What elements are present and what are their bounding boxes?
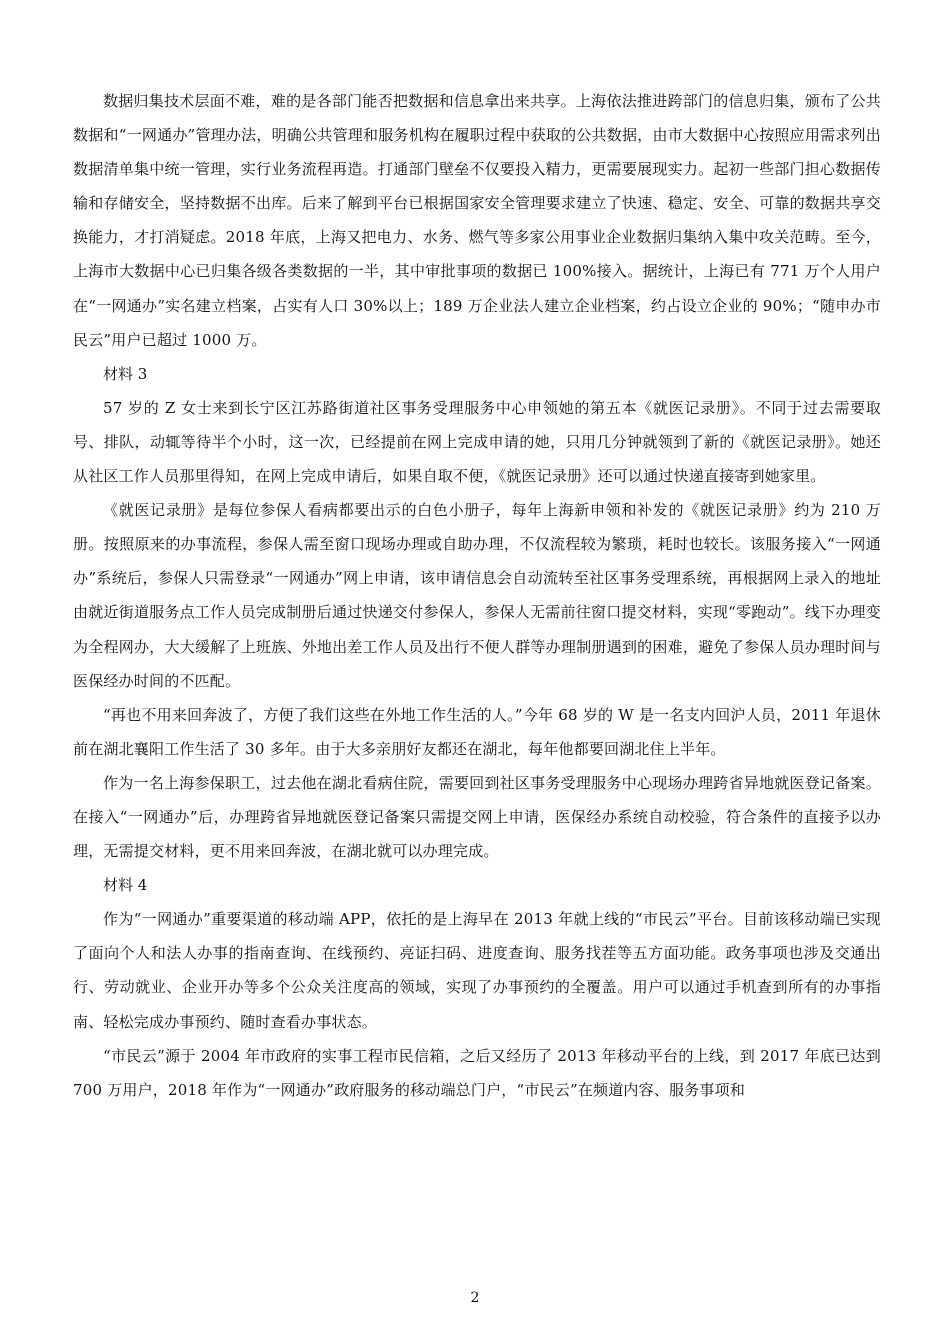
paragraph-mr-w: “再也不用来回奔波了，方便了我们这些在外地工作生活的人。”今年 68 岁的 W 是一名支内回沪人员，2011 年退休前在湖北襄阳工作生活了 30 多年。由于大多亲朋好友都还在湖北，每年他都要回湖北住上半年。 xyxy=(73,705,881,758)
document-body xyxy=(73,84,881,1107)
heading-material-3: 材料 3 xyxy=(103,364,148,383)
page-number: 2 xyxy=(470,1290,480,1306)
paragraph-mobile-app: 作为“一网通办”重要渠道的移动端 APP，依托的是上海早在 2013 年就上线的“市民云”平台。目前该移动端已实现了面向个人和法人办事的指南查询、在线预约、亮证扫码、进度查询、服务找茬等五方面功能。政务事项也涉及交通出行、劳动就业、企业开办等多个公众关注度高的领域，实现了办事预约的全覆盖。用户可以通过手机查到所有的办事指南、轻松完成办事预约、随时查看办事状态。 xyxy=(73,910,881,1031)
paragraph-medical-record-book: 《就医记录册》是每位参保人看病都要出示的白色小册子，每年上海新申领和补发的《就医记录册》约为 210 万册。按照原来的办事流程，参保人需至窗口现场办理或自助办理，不仅流程较为繁琐，耗时也较长。该服务接入“一网通办”系统后，参保人只需登录“一网通办”网上申请，该申请信息会自动流转至社区事务受理系统，再根据网上录入的地址由就近街道服务点工作人员完成制册后通过快递交付参保人，参保人无需前往窗口提交材料，实现“零跑动”。线下办理变为全程网办，大大缓解了上班族、外地出差工作人员及出行不便人群等办理制册遇到的困难，避免了参保人员办理时间与医保经办时间的不匹配。 xyxy=(73,501,881,690)
paragraph-ms-z: 57 岁的 Z 女士来到长宁区江苏路街道社区事务受理服务中心申领她的第五本《就医记录册》。不同于过去需要取号、排队，动辄等待半个小时，这一次，已经提前在网上完成申请的她，只用几分钟就领到了新的《就医记录册》。她还从社区工作人员那里得知，在网上完成申请后，如果自取不便，《就医记录册》还可以通过快递直接寄到她家里。 xyxy=(73,398,881,486)
heading-material-4: 材料 4 xyxy=(103,876,148,895)
paragraph-data-collection: 数据归集技术层面不难，难的是各部门能否把数据和信息拿出来共享。上海依法推进跨部门的信息归集，颁布了公共数据和“一网通办”管理办法，明确公共管理和服务机构在履职过程中获取的公共数据，由市大数据中心按照应用需求列出数据清单集中统一管理，实行业务流程再造。打通部门壁垒不仅要投入精力，更需要展现实力。起初一些部门担心数据传输和存储安全，坚持数据不出库。后来了解到平台已根据国家安全管理要求建立了快速、稳定、安全、可靠的数据共享交换能力，才打消疑虑。2018 年底，上海又把电力、水务、燃气等多家公用事业企业数据归集纳入集中攻关范畴。至今，上海市大数据中心已归集各级各类数据的一半，其中审批事项的数据已 100%接入。据统计，上海已有 771 万个人用户在“一网通办”实名建立档案，占实有人口 30%以上；189 万企业法人建立企业档案，约占设立企业的 90%；“随申办市民云”用户已超过 1000 万。 xyxy=(73,92,881,349)
paragraph-citizen-cloud: “市民云”源于 2004 年市政府的实事工程市民信箱，之后又经历了 2013 年移动平台的上线，到 2017 年底已达到 700 万用户，2018 年作为“一网通办”政府服务的移动端总门户，“市民云”在频道内容、服务事项和 xyxy=(73,1046,881,1099)
paragraph-cross-province-medical: 作为一名上海参保职工，过去他在湖北看病住院，需要回到社区事务受理服务中心现场办理跨省异地就医登记备案。在接入“一网通办”后，办理跨省异地就医登记备案只需提交网上申请，医保经办系统自动校验，符合条件的直接予以办理，无需提交材料，更不用来回奔波，在湖北就可以办理完成。 xyxy=(73,773,881,861)
